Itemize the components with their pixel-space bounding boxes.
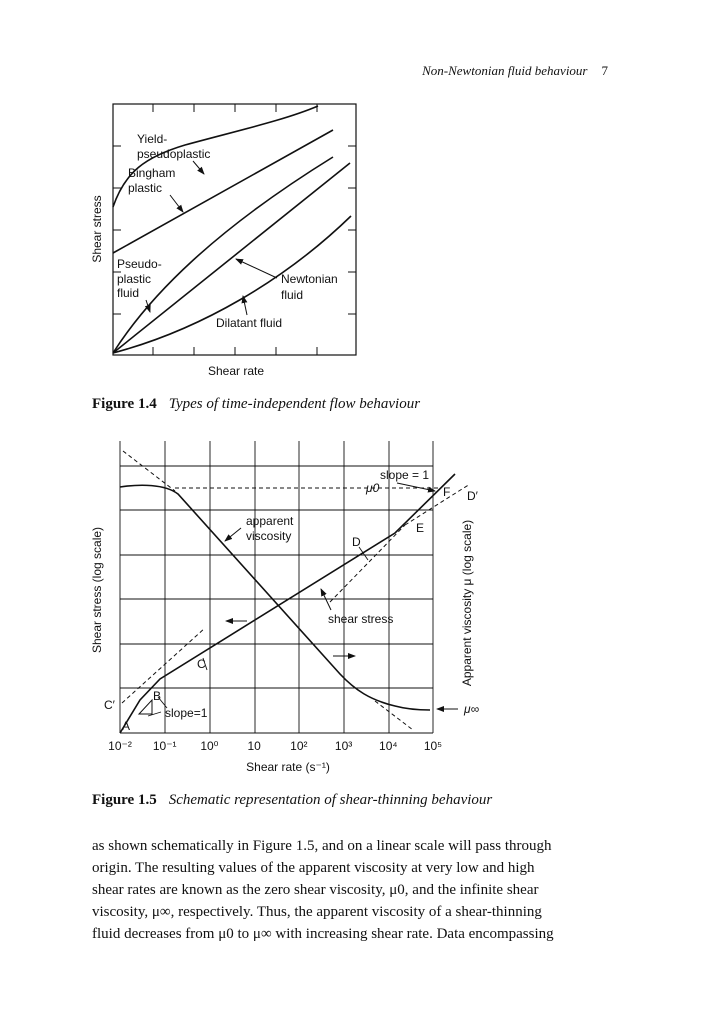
label-B: B	[153, 689, 162, 703]
x-tick-label: 10⁰	[200, 739, 219, 753]
curve-shear-stress	[120, 474, 455, 733]
text-line: viscosity, μ∞, respectively. Thus, the apparent viscosity of a shear-thinning	[92, 904, 542, 920]
fig15-labels	[90, 468, 480, 774]
x-tick-label: 10⁻¹	[152, 739, 177, 753]
fig15-xlabel: Shear rate (s⁻¹)	[246, 760, 330, 774]
label-mu-inf: μ∞	[464, 702, 480, 716]
label-mu0: μ0	[366, 481, 380, 495]
fig15-x-ticks	[108, 739, 442, 753]
fig14-xlabel: Shear rate	[207, 364, 265, 378]
body-paragraph	[92, 835, 610, 945]
figure-1-5	[120, 441, 470, 733]
label-shear-stress: shear stress	[328, 612, 394, 626]
caption-text: Schematic representation of shear-thinning behaviour	[168, 792, 493, 808]
caption-number: Figure 1.4	[92, 396, 157, 412]
text-line: origin. The resulting values of the apparent viscosity at very low and high	[92, 860, 535, 876]
label-pseudo-2: plastic	[117, 272, 152, 286]
label-F: F	[443, 485, 451, 499]
label-bingham-2: plastic	[128, 181, 163, 195]
label-pseudo-1: Pseudo-	[117, 257, 162, 271]
x-tick-label: 10³	[334, 739, 353, 753]
fig15-y2label: Apparent viscosity μ (log scale)	[460, 519, 474, 687]
fig15-ylabel: Shear stress (log scale)	[90, 526, 104, 654]
x-tick-label: 10⁵	[423, 739, 443, 753]
label-bingham-1: Bingham	[128, 166, 176, 180]
fig14-ylabel: Shear stress	[90, 195, 104, 263]
label-E: E	[416, 521, 425, 535]
text-line: shear rates are known as the zero shear viscosity, μ0, and the infinite shear	[92, 882, 539, 898]
label-slope-top: slope = 1	[380, 468, 430, 482]
label-newtonian-1: Newtonian	[281, 272, 338, 286]
caption-figure-1-4	[92, 396, 420, 413]
page-number: 7	[601, 63, 608, 78]
caption-number: Figure 1.5	[92, 792, 157, 808]
slope-triangle	[139, 700, 152, 714]
caption-text: Types of time-independent flow behaviour	[168, 396, 421, 412]
label-slope-bottom: slope=1	[165, 706, 208, 720]
text-line: as shown schematically in Figure 1.5, and on a linear scale will pass through	[92, 838, 552, 854]
x-tick-label: 10⁴	[379, 739, 398, 753]
x-tick-label: 10²	[290, 739, 308, 753]
label-A: A	[122, 719, 131, 733]
running-title: Non-Newtonian fluid behaviour	[422, 63, 588, 78]
label-Dprime: D′	[467, 489, 478, 503]
label-yield-1: Yield-	[137, 132, 168, 146]
label-apparent-2: viscosity	[246, 529, 292, 543]
label-Cprime: C′	[104, 698, 115, 712]
text-line: fluid decreases from μ0 to μ∞ with increasing shear rate. Data encompassing	[92, 926, 554, 942]
label-D: D	[352, 535, 361, 549]
x-tick-label: 10	[247, 739, 261, 753]
label-C: C	[197, 657, 206, 671]
label-apparent-1: apparent	[246, 514, 294, 528]
caption-figure-1-5	[92, 792, 492, 809]
label-newtonian-2: fluid	[281, 288, 304, 302]
fig15-grid	[120, 441, 433, 733]
label-pseudo-3: fluid	[117, 286, 140, 300]
x-tick-label: 10⁻²	[108, 739, 132, 753]
label-yield-2: pseudoplastic	[137, 147, 211, 161]
label-dilatant: Dilatant fluid	[216, 316, 283, 330]
